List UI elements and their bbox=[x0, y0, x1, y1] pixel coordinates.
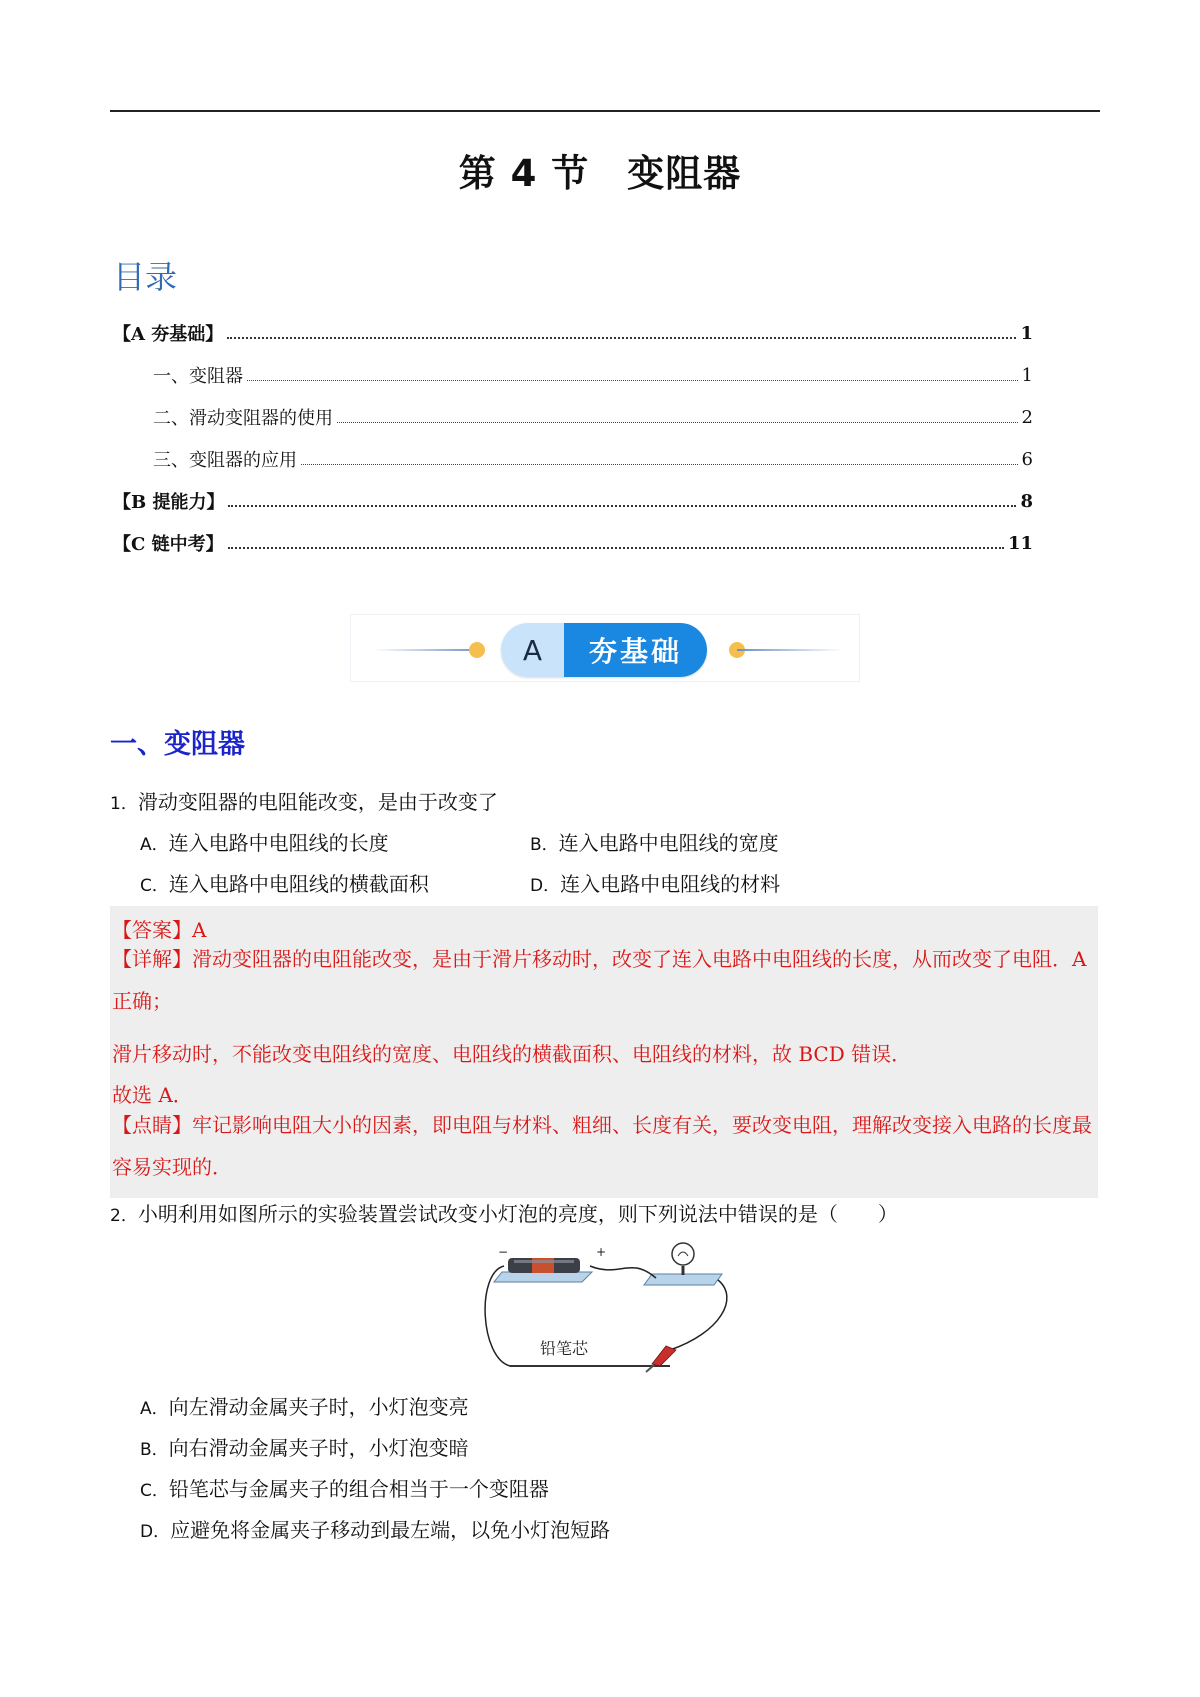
question-number: 2． bbox=[110, 1206, 138, 1226]
q1-option-c[interactable] bbox=[140, 868, 429, 897]
option-text: 向左滑动金属夹子时，小灯泡变亮 bbox=[168, 1395, 469, 1419]
toc-entry-label: 【B 提能力】 bbox=[113, 492, 225, 513]
option-text: 连入电路中电阻线的宽度 bbox=[558, 831, 779, 855]
light-bulb-icon bbox=[672, 1243, 694, 1265]
toc-heading: 目录 bbox=[113, 258, 178, 296]
option-letter: D． bbox=[140, 1522, 171, 1542]
question-1-stem bbox=[110, 786, 498, 815]
header-rule bbox=[110, 110, 1100, 112]
toc-entry-3[interactable] bbox=[113, 438, 1033, 480]
wire-right bbox=[670, 1280, 727, 1350]
q2-option-a[interactable] bbox=[140, 1391, 469, 1420]
section-heading: 一、变阻器 bbox=[110, 729, 245, 760]
toc-leader-dots bbox=[337, 422, 1018, 423]
minus-sign: − bbox=[498, 1245, 509, 1259]
banner-name: 夯基础 bbox=[564, 623, 707, 677]
q1-option-a[interactable] bbox=[140, 827, 389, 856]
option-letter: B． bbox=[140, 1440, 169, 1460]
option-letter: C． bbox=[140, 876, 169, 896]
toc-entry-1[interactable] bbox=[113, 354, 1033, 396]
question-text: 小明利用如图所示的实验装置尝试改变小灯泡的亮度，则下列说法中错误的是（ ） bbox=[137, 1202, 898, 1226]
question-text: 滑动变阻器的电阻能改变，是由于改变了 bbox=[137, 790, 498, 814]
battery-highlight bbox=[514, 1260, 574, 1263]
toc-entry-label: 一、变阻器 bbox=[153, 366, 243, 387]
toc-entry-c[interactable] bbox=[113, 522, 1033, 564]
toc-leader-dots bbox=[227, 337, 1016, 339]
toc-page-number: 1 bbox=[1021, 364, 1033, 386]
option-text: 连入电路中电阻线的材料 bbox=[560, 872, 781, 896]
toc-page-number: 8 bbox=[1020, 490, 1033, 512]
answer-detail-2: 滑片移动时，不能改变电阻线的宽度、电阻线的横截面积、电阻线的材料，故 BCD 错误． bbox=[112, 1042, 912, 1066]
q1-option-d[interactable] bbox=[530, 868, 780, 897]
toc-leader-dots bbox=[247, 380, 1018, 381]
banner-pill bbox=[501, 623, 707, 677]
banner-left-line bbox=[373, 649, 483, 651]
battery-base bbox=[494, 1272, 592, 1282]
toc-entry-b[interactable] bbox=[113, 480, 1033, 522]
page-title: 第 4 节 变阻器 bbox=[458, 152, 742, 195]
lamp-base bbox=[644, 1274, 722, 1285]
toc-entry-2[interactable] bbox=[113, 396, 1033, 438]
option-letter: B． bbox=[530, 835, 559, 855]
q2-option-b[interactable] bbox=[140, 1432, 469, 1461]
alligator-clip-icon bbox=[646, 1346, 676, 1372]
circuit-figure bbox=[480, 1238, 730, 1376]
answer-box bbox=[110, 906, 1098, 1198]
toc-entry-a[interactable] bbox=[113, 312, 1033, 354]
table-of-contents bbox=[113, 312, 1033, 564]
option-text: 连入电路中电阻线的长度 bbox=[168, 831, 389, 855]
question-number: 1． bbox=[110, 794, 138, 814]
option-text: 向右滑动金属夹子时，小灯泡变暗 bbox=[168, 1436, 469, 1460]
toc-entry-label: 【C 链中考】 bbox=[113, 534, 224, 555]
q2-option-c[interactable] bbox=[140, 1473, 549, 1502]
q1-option-b[interactable] bbox=[530, 827, 779, 856]
toc-page-number: 1 bbox=[1020, 322, 1033, 344]
option-text: 铅笔芯与金属夹子的组合相当于一个变阻器 bbox=[168, 1477, 549, 1501]
answer-detail: 【详解】滑动变阻器的电阻能改变，是由于滑片移动时，改变了连入电路中电阻线的长度，从而改变了电阻．A 正确； bbox=[112, 947, 1087, 1013]
banner-right-line bbox=[737, 649, 842, 651]
answer-line: 【答案】A bbox=[112, 918, 207, 942]
toc-leader-dots bbox=[228, 547, 1004, 549]
option-letter: A． bbox=[140, 1399, 169, 1419]
q2-option-d[interactable] bbox=[140, 1514, 610, 1543]
plus-sign: + bbox=[596, 1245, 607, 1259]
toc-leader-dots bbox=[228, 505, 1016, 507]
toc-entry-label: 三、变阻器的应用 bbox=[153, 450, 297, 471]
toc-entry-label: 二、滑动变阻器的使用 bbox=[153, 408, 333, 429]
section-banner bbox=[350, 614, 860, 682]
answer-comment: 【点睛】牢记影响电阻大小的因素，即电阻与材料、粗细、长度有关，要改变电阻，理解改变接入电路的长度最容易实现的． bbox=[112, 1113, 1092, 1179]
toc-page-number: 6 bbox=[1021, 448, 1033, 470]
option-letter: C． bbox=[140, 1481, 169, 1501]
option-text: 应避免将金属夹子移动到最左端，以免小灯泡短路 bbox=[170, 1518, 611, 1542]
option-letter: A． bbox=[140, 835, 169, 855]
wire-top bbox=[590, 1266, 656, 1278]
toc-entry-label: 【A 夯基础】 bbox=[113, 324, 224, 345]
toc-page-number: 2 bbox=[1021, 406, 1033, 428]
pencil-lead-label: 铅笔芯 bbox=[540, 1339, 589, 1358]
toc-page-number: 11 bbox=[1007, 532, 1033, 554]
option-text: 连入电路中电阻线的横截面积 bbox=[168, 872, 429, 896]
toc-leader-dots bbox=[301, 464, 1018, 465]
question-2-stem bbox=[110, 1198, 898, 1227]
answer-choice: 故选 A． bbox=[112, 1083, 193, 1107]
option-letter: D． bbox=[530, 876, 561, 896]
banner-left-dot bbox=[469, 642, 485, 658]
banner-letter: A bbox=[501, 623, 564, 677]
